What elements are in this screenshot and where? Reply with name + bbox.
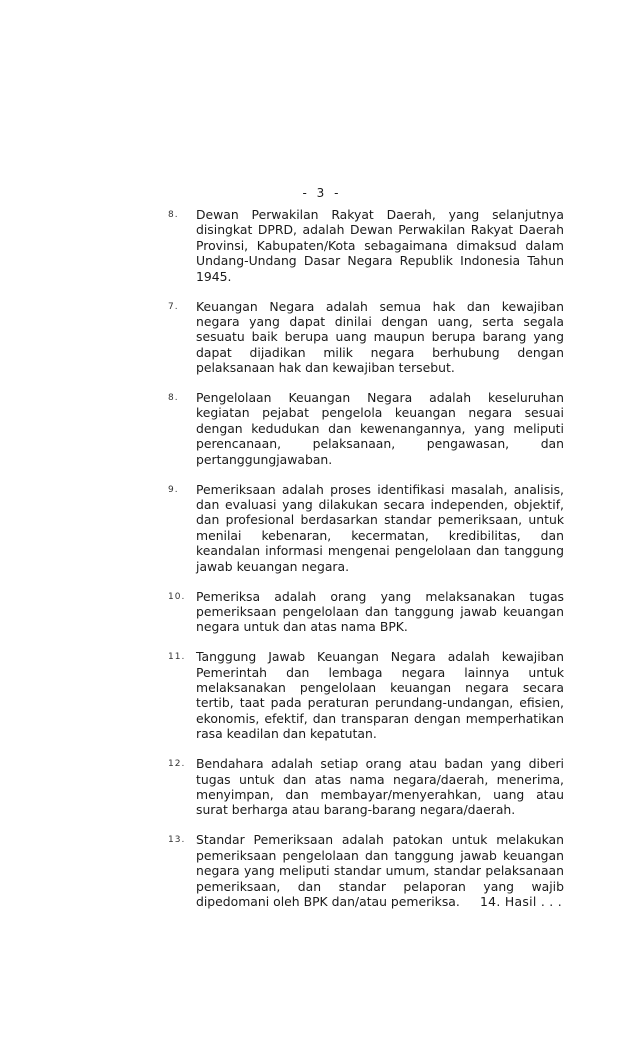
- item-number: 11.: [168, 652, 186, 663]
- item-number: 8.: [168, 210, 179, 220]
- definition-item: [168, 207, 564, 284]
- definition-list: [168, 207, 564, 924]
- definition-item: [168, 589, 564, 635]
- definition-item: [168, 482, 564, 574]
- item-text: Pemeriksaan adalah proses identifikasi masalah, analisis, dan evaluasi yang dilakukan secara independen, objektif, dan profesional berdasarkan standar pemeriksaan, untuk menilai kebenaran, kecermatan, kredibilitas, dan keandalan informasi mengenai pengelolaan dan tanggung jawab keuangan negara.: [196, 481, 564, 574]
- page-number: - 3 -: [302, 186, 342, 200]
- item-text: Pemeriksa adalah orang yang melaksanakan tugas pemeriksaan pengelolaan dan tanggung jawab keuangan negara untuk dan atas nama BPK.: [196, 588, 564, 635]
- item-text: Tanggung Jawab Keuangan Negara adalah kewajiban Pemerintah dan lembaga negara lainnya untuk melaksanakan pengelolaan keuangan negara secara tertib, taat pada peraturan perundang-undangan, efisien, ekonomis, efektif, dan transparan dengan memperhatikan rasa keadilan dan kepatutan.: [196, 649, 564, 742]
- continuation-marker: 14. Hasil . . .: [480, 894, 563, 909]
- item-number: 9.: [168, 484, 179, 495]
- definition-item: [168, 756, 564, 818]
- item-text: Pengelolaan Keuangan Negara adalah keseluruhan kegiatan pejabat pengelola keuangan negara sesuai dengan kedudukan dan kewenangannya, yang meliputi perencanaan, pelaksanaan, pengawasan, dan pertanggungjawaban.: [196, 390, 564, 467]
- item-text: Bendahara adalah setiap orang atau badan yang diberi tugas untuk dan atas nama negara/daerah, menerima, menyimpan, dan membayar/menyerahkan, uang atau surat berharga atau barang-barang negara/daerah.: [196, 756, 564, 818]
- item-text: Standar Pemeriksaan adalah patokan untuk melakukan pemeriksaan pengelolaan dan tanggung jawab keuangan negara yang meliputi standar umum, standar pelaksanaan pemeriksaan, dan standar pelaporan yang wajib dipedomani oleh BPK dan/atau pemeriksa.: [196, 832, 564, 909]
- item-number: 10.: [168, 591, 186, 602]
- item-number: 13.: [168, 835, 186, 846]
- item-number: 8.: [168, 393, 179, 404]
- item-number: 7.: [168, 301, 179, 312]
- definition-item: [168, 299, 564, 376]
- item-text: Keuangan Negara adalah semua hak dan kewajiban negara yang dapat dinilai dengan uang, serta segala sesuatu baik berupa uang maupun berupa barang yang dapat dijadikan milik negara berhubung dengan pelaksanaan hak dan kewajiban tersebut.: [196, 298, 564, 376]
- definition-item: [168, 390, 564, 467]
- definition-item: [168, 649, 564, 741]
- item-number: 12.: [168, 759, 186, 770]
- item-text: Dewan Perwakilan Rakyat Daerah, yang selanjutnya disingkat DPRD, adalah Dewan Perwakilan Rakyat Daerah Provinsi, Kabupaten/Kota sebagaimana dimaksud dalam Undang-Undang Dasar Negara Republik Indonesia Tahun 1945.: [196, 207, 564, 284]
